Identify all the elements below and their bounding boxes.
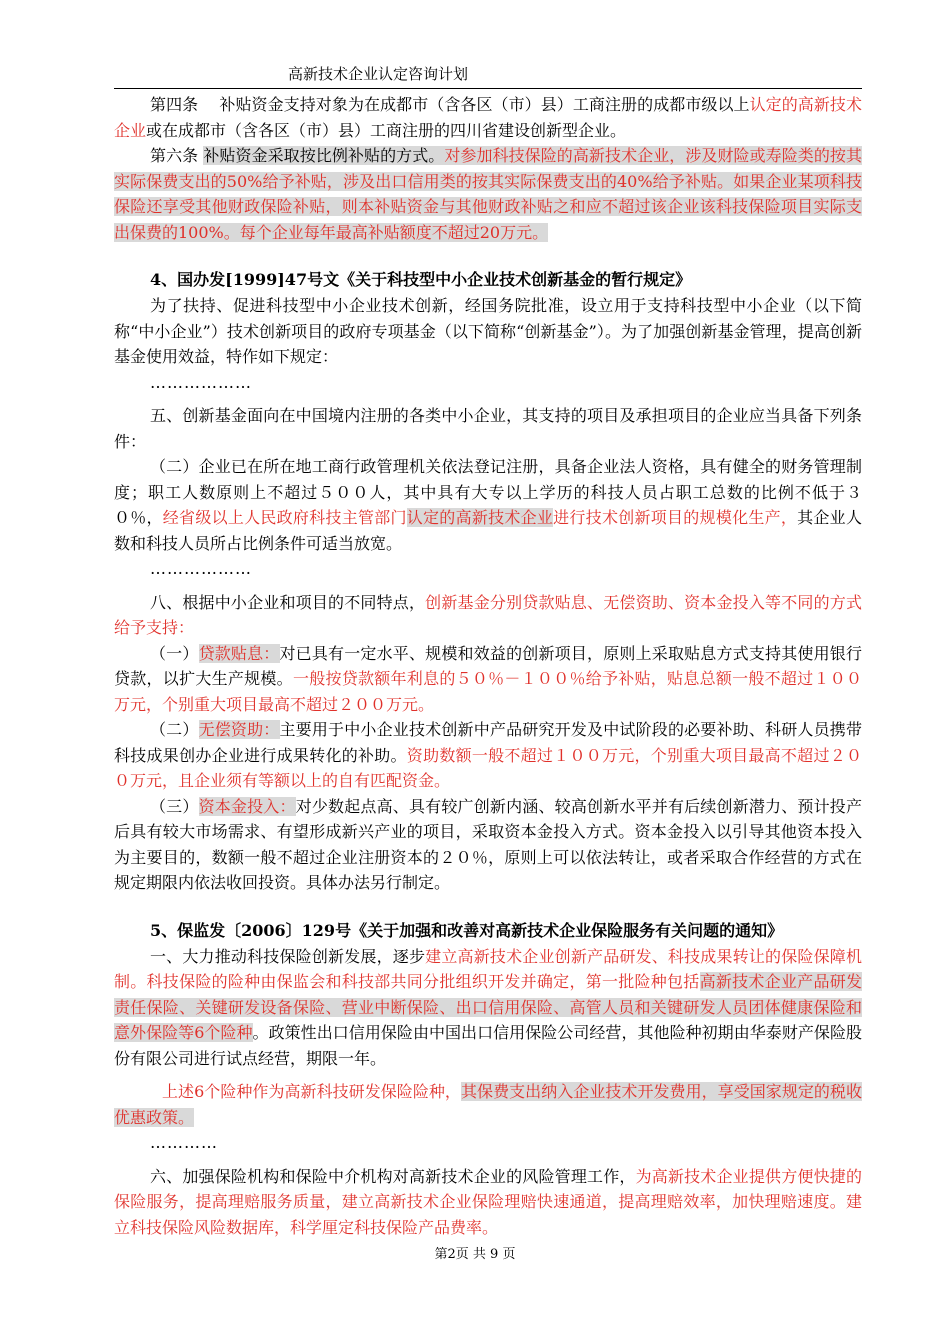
section-5-heading: 5、保监发〔2006〕129号《关于加强和改善对高新技术企业保险服务有关问题的通知》 (150, 920, 784, 940)
red-text-span: 上述6个险种作为高新科技研发保险险种， (162, 1082, 461, 1101)
document-body (114, 92, 862, 1240)
red-highlighted-text-span: 无偿资助： (198, 720, 280, 739)
article-6-paragraph (114, 143, 862, 245)
text-span: （三） (150, 796, 199, 816)
text-span: 一、大力推动科技保险创新发展，逐步 (150, 946, 426, 966)
text-span: 八、根据中小企业和项目的不同特点， (150, 592, 426, 612)
text-span: （二） (150, 720, 199, 739)
red-text-span: 经省级以上人民政府科技主管部门 (162, 508, 407, 527)
text-span: 对已具有一定水平、规模和效益的创新项目，原则上采取贴息方式支持其使用银行贷款，以扩大生产规模。 (114, 643, 862, 688)
clause-five: 五、创新基金面向在中国境内注册的各类中小企业，其支持的项目及承担项目的企业应当具备下列条件： (114, 406, 862, 451)
six-insurance-types (114, 1079, 862, 1130)
red-highlighted-text-span: 高新技术企业产品研发责任保险、关键研发设备保险、营业中断保险、出口信用保险、高管人员和关键研发人员团体健康保险和意外保险等6个险种 (114, 972, 862, 1042)
text-span: 其企业人数和科技人员所占比例条件可适当放宽。 (114, 508, 862, 553)
clause-six (114, 1164, 862, 1241)
clause-five-two (114, 454, 862, 556)
text-span: 第四条 补贴资金支持对象为在成都市（含各区（市）县）工商注册的成都市级以上 (150, 95, 750, 114)
clause-eight (114, 590, 862, 641)
text-span: （二）企业已在所在地工商行政管理机关依法登记注册，具备企业法人资格，具有健全的财务管理制度；职工人数原则上不超过５００人，其中具有大专以上学历的科技人员占职工总数的比例不低于３０％， (114, 457, 862, 527)
red-text-span: 为高新技术企业提供方便快捷的保险服务，提高理赔服务质量，建立高新技术企业保险理赔快速通道，提高理赔效率，加快理赔速度。建立科技保险风险数据库，科学厘定科技保险产品费率。 (114, 1166, 862, 1237)
red-text-span: 进行技术创新项目的规模化生产， (553, 508, 798, 527)
ellipsis: ……………… (150, 559, 252, 578)
article-4-paragraph (114, 92, 862, 143)
clause-loan-subsidy (114, 641, 862, 718)
text-span: 或在成都市（含各区（市）县）工商注册的四川省建设创新型企业。 (146, 120, 627, 140)
clause-grant (114, 717, 862, 794)
ellipsis: ……………… (150, 372, 252, 392)
red-text-span: 认定的高新技术企业 (114, 95, 862, 140)
text-span: 主要用于中小企业技术创新中产品研究开发及中试阶段的必要补助、科研人员携带科技成果创办企业进行成果转化的补助。 (114, 720, 862, 765)
text-span: 第六条 (150, 146, 204, 165)
page-header (114, 64, 862, 89)
text-span: 六、加强保险机构和保险中介机构对高新技术企业的风险管理工作， (150, 1166, 636, 1186)
clause-one (114, 944, 862, 1072)
red-highlighted-text-span: 对参加科技保险的高新技术企业，涉及财险或寿险类的按其实际保费支出的50%给予补贴，涉及出口信用类的按其实际保费支出的40%给予补贴。如果企业某项科技保险还享受其他财政保险补贴，则本补贴资金与其他财政补贴之和应不超过该企业该科技保险项目实际支出保费的100%。每个企业每年最高补贴额度不超过20万元。 (114, 146, 862, 242)
red-text-span: 资助数额一般不超过１００万元，个别重大项目最高不超过２００万元，且企业须有等额以上的自有匹配资金。 (114, 745, 862, 790)
red-highlighted-text-span: 其保费支出纳入企业技术开发费用，享受国家规定的税收优惠政策。 (114, 1082, 862, 1127)
red-highlighted-text-span: 贷款贴息： (198, 643, 280, 663)
red-text-span: 一般按贷款额年利息的５０％－１００％给予补贴，贴息总额一般不超过１００万元，个别重大项目最高不超过２００万元。 (114, 669, 862, 714)
page-number: 第2页 共 9 页 (434, 1247, 516, 1262)
header-title: 高新技术企业认定咨询计划 (288, 65, 469, 83)
section-4-heading: 4、国办发[1999]47号文《关于科技型中小企业技术创新基金的暂行规定》 (150, 270, 692, 289)
text-span: （一） (150, 643, 199, 663)
red-text-span: 创新基金分别贷款贴息、无偿资助、资本金投入等不同的方式给予支持： (114, 592, 862, 637)
red-highlighted-text-span: 资本金投入： (198, 796, 296, 816)
red-text-span: 建立高新技术企业创新产品研发、科技成果转让的保险保障机制。科技保险的险种由保监会和科技部共同分批组织开发并确定，第一批险种包括 (114, 946, 862, 991)
text-span: 对少数起点高、具有较广创新内涵、较高创新水平并有后续创新潜力、预计投产后具有较大市场需求、有望形成新兴产业的项目，采取资本金投入方式。资本金投入以引导其他资本投入为主要目的，数额一般不超过企业注册资本的２０％，原则上可以依法转让，或者采取合作经营的方式在规定期限内依法收回投资。具体办法另行制定。 (114, 796, 862, 892)
red-highlighted-text-span: 认定的高新技术企业 (406, 508, 554, 527)
highlighted-text-span: 补贴资金采取按比例补贴的方式。 (203, 146, 445, 165)
text-span: 。政策性出口信用保险由中国出口信用保险公司经营，其他险种初期由华泰财产保险股份有限公司进行试点经营，期限一年。 (114, 1023, 862, 1068)
ellipsis: ………… (150, 1133, 218, 1152)
clause-capital (114, 794, 862, 896)
section-4-intro: 为了扶持、促进科技型中小企业技术创新，经国务院批准，设立用于支持科技型中小企业（以下简称“中小企业”）技术创新项目的政府专项基金（以下简称“创新基金”）。为了加强创新基金管理，提高创新基金使用效益，特作如下规定： (114, 296, 862, 366)
